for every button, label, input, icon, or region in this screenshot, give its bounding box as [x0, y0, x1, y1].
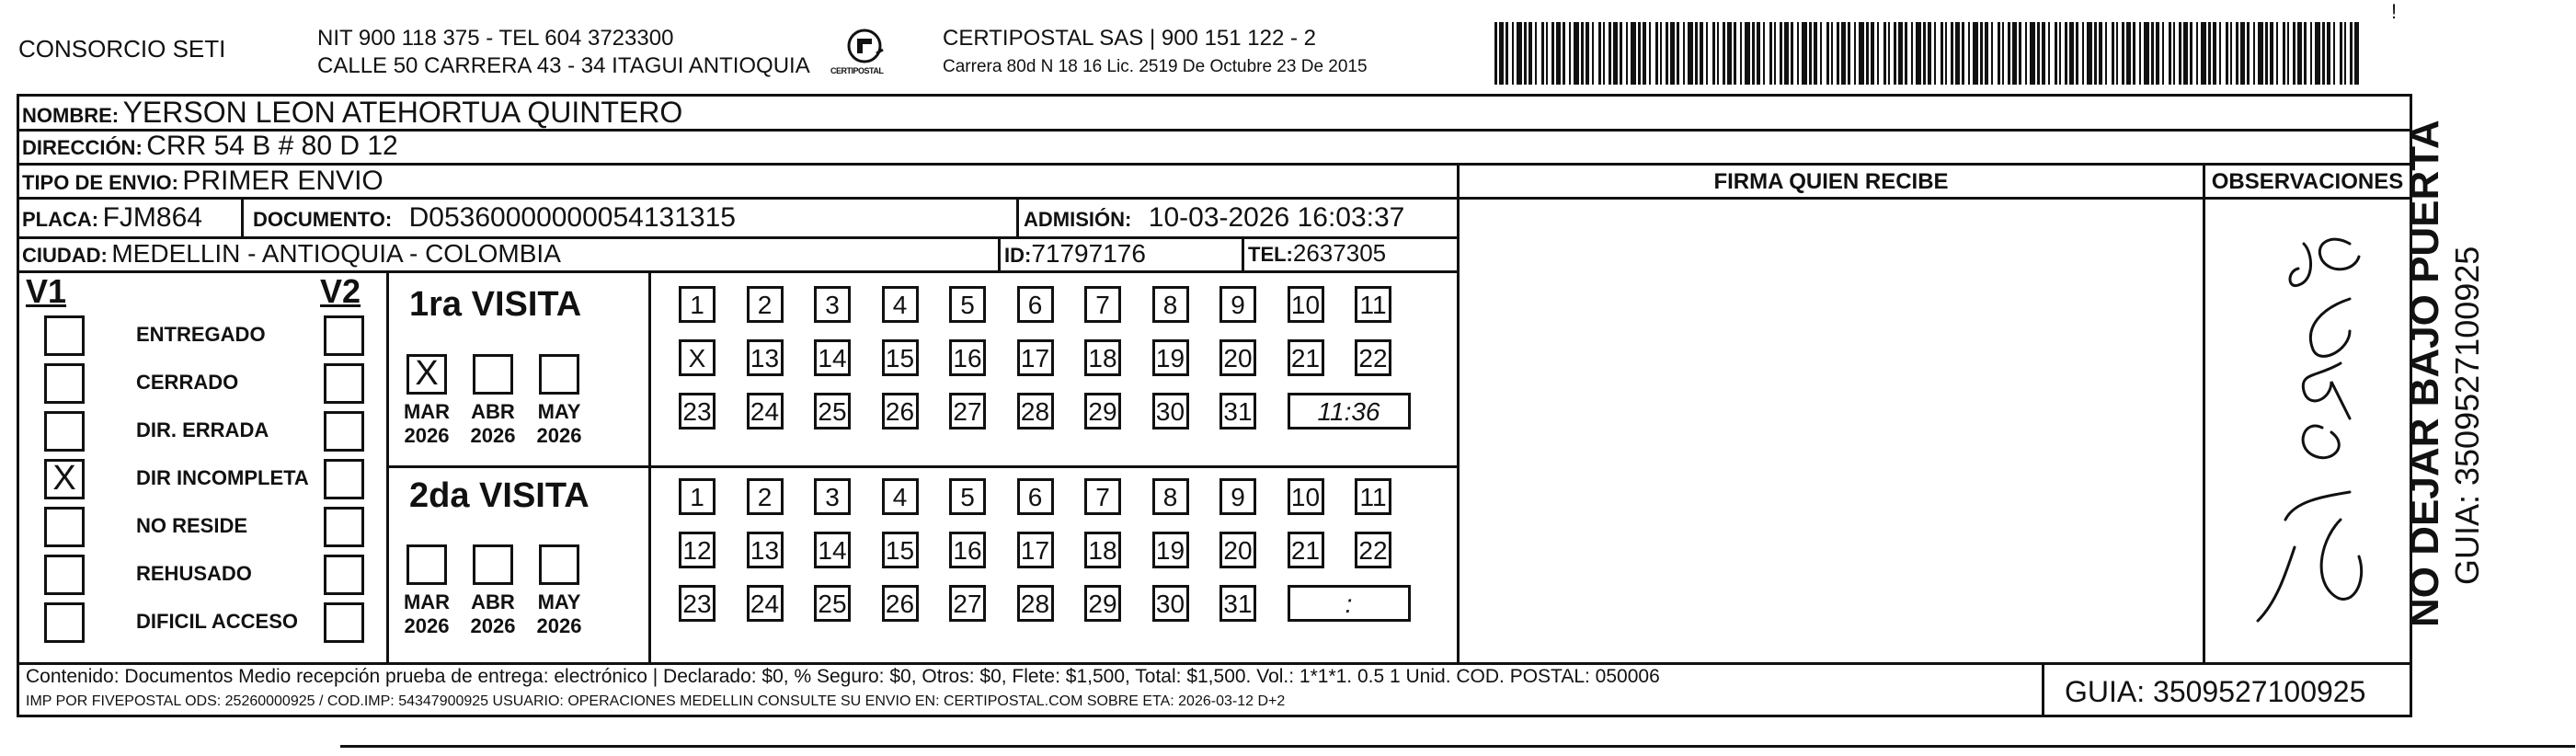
tel-field	[1248, 239, 1386, 268]
visit2-day-cell: 14	[814, 532, 851, 568]
status-label: DIFICIL ACCESO	[136, 610, 299, 633]
visit1-day-cell: 25	[814, 393, 851, 430]
frame-left	[17, 94, 19, 717]
visit1-day-cell: 24	[747, 393, 784, 430]
status-v2-checkbox	[324, 602, 364, 643]
status-label: ENTREGADO	[136, 323, 266, 346]
visit2-day-cell: 30	[1152, 585, 1189, 622]
certipostal-logo	[832, 26, 897, 81]
visit2-day-cell: 10	[1288, 478, 1324, 515]
footer-content: Contenido: Documentos Medio recepción prueba de entrega: electrónico | Declarado: $0, % Seguro: $0, Otros: $0, Flete: $1,500, Total: $1,500. Vol.: 1*1*1. 0.5 1 Unid. COD. POSTAL: 050006	[26, 666, 1660, 687]
visit2-day-cell: 28	[1017, 585, 1054, 622]
visit1-day-cell: 20	[1219, 339, 1256, 376]
visit1-day-cell: 30	[1152, 393, 1189, 430]
col-line	[2042, 662, 2044, 717]
address-field	[22, 131, 398, 162]
visit1-day-cell: 15	[882, 339, 919, 376]
visit2-day-cell: 25	[814, 585, 851, 622]
visit1-month-label: MAR	[403, 400, 451, 423]
col-line	[1242, 236, 1244, 270]
visit2-day-cell: 11	[1355, 478, 1391, 515]
visit1-day-cell: 10	[1288, 286, 1324, 323]
document-field	[253, 202, 736, 234]
visit1-month-checkbox: X	[406, 354, 447, 395]
visit2-day-cell: 13	[747, 532, 784, 568]
visit1-day-cell: 1	[679, 286, 716, 323]
name-field	[22, 96, 682, 130]
tel-label: TEL:	[1248, 243, 1293, 266]
admission-label: ADMISIÓN:	[1024, 208, 1132, 231]
visit2-day-cell: 26	[882, 585, 919, 622]
visit2-day-cell: 16	[949, 532, 986, 568]
barcode	[1494, 22, 2364, 85]
footer-guide: GUIA: 3509527100925	[2065, 675, 2366, 708]
status-v2-checkbox	[324, 363, 364, 404]
handwritten-observation	[2212, 216, 2396, 653]
name-value: YERSON LEON ATEHORTUA QUINTERO	[122, 96, 683, 129]
address-line: CALLE 50 CARRERA 43 - 34 ITAGUI ANTIOQUIA	[317, 53, 810, 78]
row-line	[17, 197, 1457, 200]
status-v1-checkbox	[44, 602, 85, 643]
status-v1-checkbox	[44, 555, 85, 595]
visit1-title: 1ra VISITA	[409, 285, 582, 324]
status-v1-checkbox	[44, 363, 85, 404]
admission-value: 10-03-2026 16:03:37	[1148, 202, 1405, 233]
status-v2-checkbox	[324, 411, 364, 452]
visit2-day-cell: 3	[814, 478, 851, 515]
visit1-day-cell: 31	[1219, 393, 1256, 430]
visit1-time-box: 11:36	[1288, 393, 1411, 430]
status-label: DIR INCOMPLETA	[136, 466, 309, 489]
visit2-month-checkbox	[473, 544, 513, 585]
visit1-day-cell: 29	[1084, 393, 1121, 430]
tel-value: 2637305	[1292, 239, 1387, 267]
visit1-month-checkbox	[473, 354, 513, 395]
col-line	[1016, 197, 1019, 236]
col-line	[998, 236, 1001, 270]
visit2-day-cell: 23	[679, 585, 716, 622]
col-line	[241, 197, 244, 236]
document-value: D05360000000054131315	[408, 202, 736, 233]
no-door-warning: NO DEJAR BAJO PUERTA	[2402, 120, 2447, 627]
col-header-line	[1457, 197, 2412, 200]
company-name: CONSORCIO SETI	[18, 35, 226, 63]
status-v2-checkbox	[324, 459, 364, 499]
visit1-day-cell: 14	[814, 339, 851, 376]
visit1-month-label: ABR	[471, 400, 515, 423]
visit1-day-cell: 8	[1152, 286, 1189, 323]
plate-label: PLACA:	[22, 208, 99, 231]
status-v1-checkbox	[44, 411, 85, 452]
v1-label: V1	[26, 272, 67, 310]
visit2-day-cell: 7	[1084, 478, 1121, 515]
plate-field	[22, 202, 202, 234]
visit1-year-label: 2026	[536, 424, 582, 447]
visit1-day-cell: 28	[1017, 393, 1054, 430]
city-value: MEDELLIN - ANTIOQUIA - COLOMBIA	[111, 239, 561, 268]
address-label: DIRECCIÓN:	[22, 136, 143, 159]
row-line	[17, 270, 1457, 273]
visit2-day-cell: 15	[882, 532, 919, 568]
visit1-day-cell: 9	[1219, 286, 1256, 323]
status-label: NO RESIDE	[136, 514, 248, 537]
id-field	[1004, 239, 1146, 269]
visit2-day-cell: 31	[1219, 585, 1256, 622]
id-label: ID:	[1004, 244, 1032, 267]
visit2-day-cell: 17	[1017, 532, 1054, 568]
visit2-day-cell: 19	[1152, 532, 1189, 568]
admission-field	[1024, 202, 1404, 234]
visit1-day-cell: 19	[1152, 339, 1189, 376]
visit1-day-cell: 11	[1355, 286, 1391, 323]
certipostal-line: CERTIPOSTAL SAS | 900 151 122 - 2	[943, 26, 1316, 51]
name-label: NOMBRE:	[22, 104, 120, 127]
visit1-day-cell: 23	[679, 393, 716, 430]
visit2-day-cell: 2	[747, 478, 784, 515]
observations-header: OBSERVACIONES	[2211, 169, 2404, 194]
row-line	[17, 662, 2412, 665]
status-v2-checkbox	[324, 315, 364, 356]
visit2-day-cell: 6	[1017, 478, 1054, 515]
visit1-month-checkbox	[539, 354, 579, 395]
signature-header: FIRMA QUIEN RECIBE	[1713, 169, 1949, 194]
status-label: CERRADO	[136, 371, 239, 394]
bottom-rule	[340, 745, 2575, 748]
type-label: TIPO DE ENVIO:	[22, 171, 178, 194]
logo-text: CERTIPOSTAL	[830, 66, 884, 75]
visit1-month-label: MAY	[537, 400, 581, 423]
visit1-day-cell: 16	[949, 339, 986, 376]
visit2-day-cell: 8	[1152, 478, 1189, 515]
col-line	[2203, 163, 2205, 664]
plate-value: FJM864	[102, 202, 202, 233]
type-field	[22, 166, 384, 197]
document-label: DOCUMENTO:	[253, 208, 393, 231]
visit2-month-label: MAR	[403, 590, 451, 613]
visit1-day-cell: 27	[949, 393, 986, 430]
visit1-day-cell: 18	[1084, 339, 1121, 376]
visit2-year-label: 2026	[536, 614, 582, 637]
visit1-year-label: 2026	[470, 424, 516, 447]
visit2-month-checkbox	[406, 544, 447, 585]
visit1-year-label: 2026	[404, 424, 450, 447]
status-v2-checkbox	[324, 555, 364, 595]
visit2-year-label: 2026	[404, 614, 450, 637]
visit1-day-cell: 3	[814, 286, 851, 323]
visit2-day-cell: 9	[1219, 478, 1256, 515]
side-guide: GUIA: 3509527100925	[2448, 246, 2486, 585]
status-label: DIR. ERRADA	[136, 418, 269, 441]
visit2-title: 2da VISITA	[409, 476, 590, 515]
v2-label: V2	[320, 272, 361, 310]
visit2-time-box: :	[1288, 585, 1411, 622]
visit2-day-cell: 27	[949, 585, 986, 622]
status-v2-checkbox	[324, 507, 364, 547]
nit-line: NIT 900 118 375 - TEL 604 3723300	[317, 26, 674, 51]
visit1-day-cell: 13	[747, 339, 784, 376]
visit1-day-cell: 26	[882, 393, 919, 430]
visit1-day-cell: 4	[882, 286, 919, 323]
type-value: PRIMER ENVIO	[182, 166, 384, 196]
city-field	[22, 239, 561, 269]
id-value: 71797176	[1031, 239, 1146, 268]
status-v1-checkbox	[44, 315, 85, 356]
visit2-day-cell: 18	[1084, 532, 1121, 568]
visit2-day-cell: 4	[882, 478, 919, 515]
visit2-day-cell: 22	[1355, 532, 1391, 568]
status-v1-checkbox	[44, 507, 85, 547]
visit1-day-cell: 22	[1355, 339, 1391, 376]
visit2-day-cell: 1	[679, 478, 716, 515]
visit1-day-cell: 7	[1084, 286, 1121, 323]
visit2-day-cell: 12	[679, 532, 716, 568]
visit2-day-cell: 20	[1219, 532, 1256, 568]
address-value: CRR 54 B # 80 D 12	[146, 131, 398, 161]
status-v1-checkbox: X	[44, 459, 85, 499]
visit1-day-cell: 2	[747, 286, 784, 323]
visit2-day-cell: 21	[1288, 532, 1324, 568]
visit1-day-cell: 17	[1017, 339, 1054, 376]
visit1-day-cell: X	[679, 339, 716, 376]
city-label: CIUDAD:	[22, 244, 108, 267]
visit2-month-checkbox	[539, 544, 579, 585]
row-line	[386, 465, 1459, 468]
visit2-year-label: 2026	[470, 614, 516, 637]
visit2-month-label: MAY	[537, 590, 581, 613]
visit2-day-cell: 29	[1084, 585, 1121, 622]
frame-bottom	[17, 715, 2412, 717]
footer-imp: IMP POR FIVEPOSTAL ODS: 25260000925 / COD.IMP: 54347900925 USUARIO: OPERACIONES MEDELLIN CONSULTE SU ENVIO EN: CERTIPOSTAL.COM SOBRE ETA: 2026-03-12 D+2	[26, 693, 1286, 709]
visit1-day-cell: 21	[1288, 339, 1324, 376]
page-mark: !	[2391, 0, 2398, 23]
visit2-month-label: ABR	[471, 590, 515, 613]
status-label: REHUSADO	[136, 562, 252, 585]
visit2-day-cell: 5	[949, 478, 986, 515]
visit2-day-cell: 24	[747, 585, 784, 622]
visit1-day-cell: 6	[1017, 286, 1054, 323]
visit1-day-cell: 5	[949, 286, 986, 323]
license-line: Carrera 80d N 18 16 Lic. 2519 De Octubre 23 De 2015	[943, 57, 1368, 76]
col-line	[1457, 163, 1460, 664]
